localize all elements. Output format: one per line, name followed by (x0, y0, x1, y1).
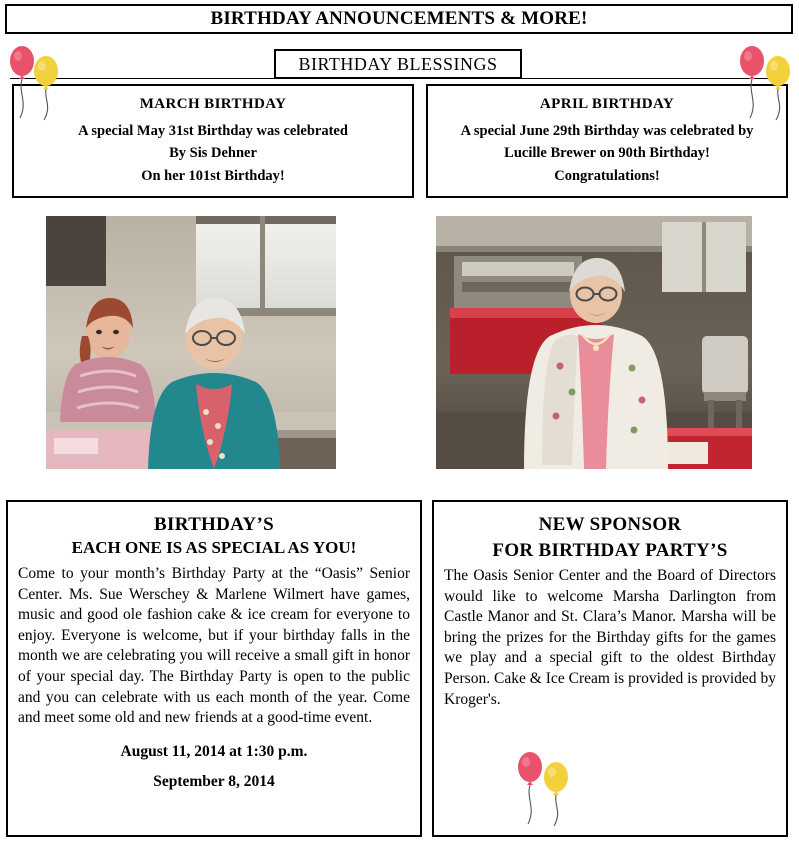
birthday-party-date-1: August 11, 2014 at 1:30 p.m. (120, 742, 308, 760)
april-birthday-title: APRIL BIRTHDAY (539, 96, 675, 112)
birthday-party-date-2: September 8, 2014 (153, 772, 275, 790)
balloons-decoration-top-right (732, 44, 799, 122)
birthdays-article (6, 500, 422, 837)
birthdays-article-body: Come to your month’s Birthday Party at the “Oasis” Senior Center. Ms. Sue Werschey & Marlene Wilmert have games, music and good ole fashion cake & ice cream for everyone to enjoy. Everyone is welcome, but if your birthday falls in the month we are celebrating you will receive a small gift in honor of your special day. The Birthday Party is open to the public and you can celebrate with us each month of the year. Come and meet some old and new friends at a good-time event. (18, 565, 410, 727)
march-birthday-line-1: A special May 31st Birthday was celebrated (78, 123, 348, 139)
page-header-banner (5, 4, 793, 34)
birthdays-article-dates (16, 743, 412, 791)
photo-senior-woman (436, 216, 752, 469)
birthday-blessings-banner (274, 49, 522, 79)
march-birthday-title: MARCH BIRTHDAY (139, 96, 287, 112)
birthdays-article-subheading: EACH ONE IS AS SPECIAL AS YOU! (71, 538, 357, 557)
birthdays-article-heading: BIRTHDAY’S (154, 514, 274, 535)
photo-two-senior-women (46, 216, 336, 469)
march-birthday-line-3: On her 101st Birthday! (141, 167, 285, 184)
march-birthday-line-2: By Sis Dehner (169, 145, 257, 162)
new-sponsor-subheading: FOR BIRTHDAY PARTY’S (492, 540, 728, 561)
balloons-decoration-top-left (4, 44, 74, 122)
new-sponsor-heading: NEW SPONSOR (538, 514, 682, 535)
birthday-blessings-label: BIRTHDAY BLESSINGS (298, 53, 498, 74)
new-sponsor-body: The Oasis Senior Center and the Board of Directors would like to welcome Marsha Darlington from Castle Manor and St. Clara’s Manor. Marsha will be bring the prizes for the Birthday gifts for the games we play and a special gift to the oldest Birthday Person. Cake & Ice Cream is provided is provided by Kroger's. (444, 567, 776, 708)
new-sponsor-article (432, 500, 788, 837)
balloons-decoration-bottom (510, 750, 580, 828)
april-birthday-line-2: Lucille Brewer on 90th Birthday! (504, 145, 710, 162)
april-birthday-line-3: Congratulations! (554, 167, 660, 184)
april-birthday-line-1: A special June 29th Birthday was celebrated by (460, 123, 754, 139)
page-title: BIRTHDAY ANNOUNCEMENTS & MORE! (210, 8, 588, 29)
